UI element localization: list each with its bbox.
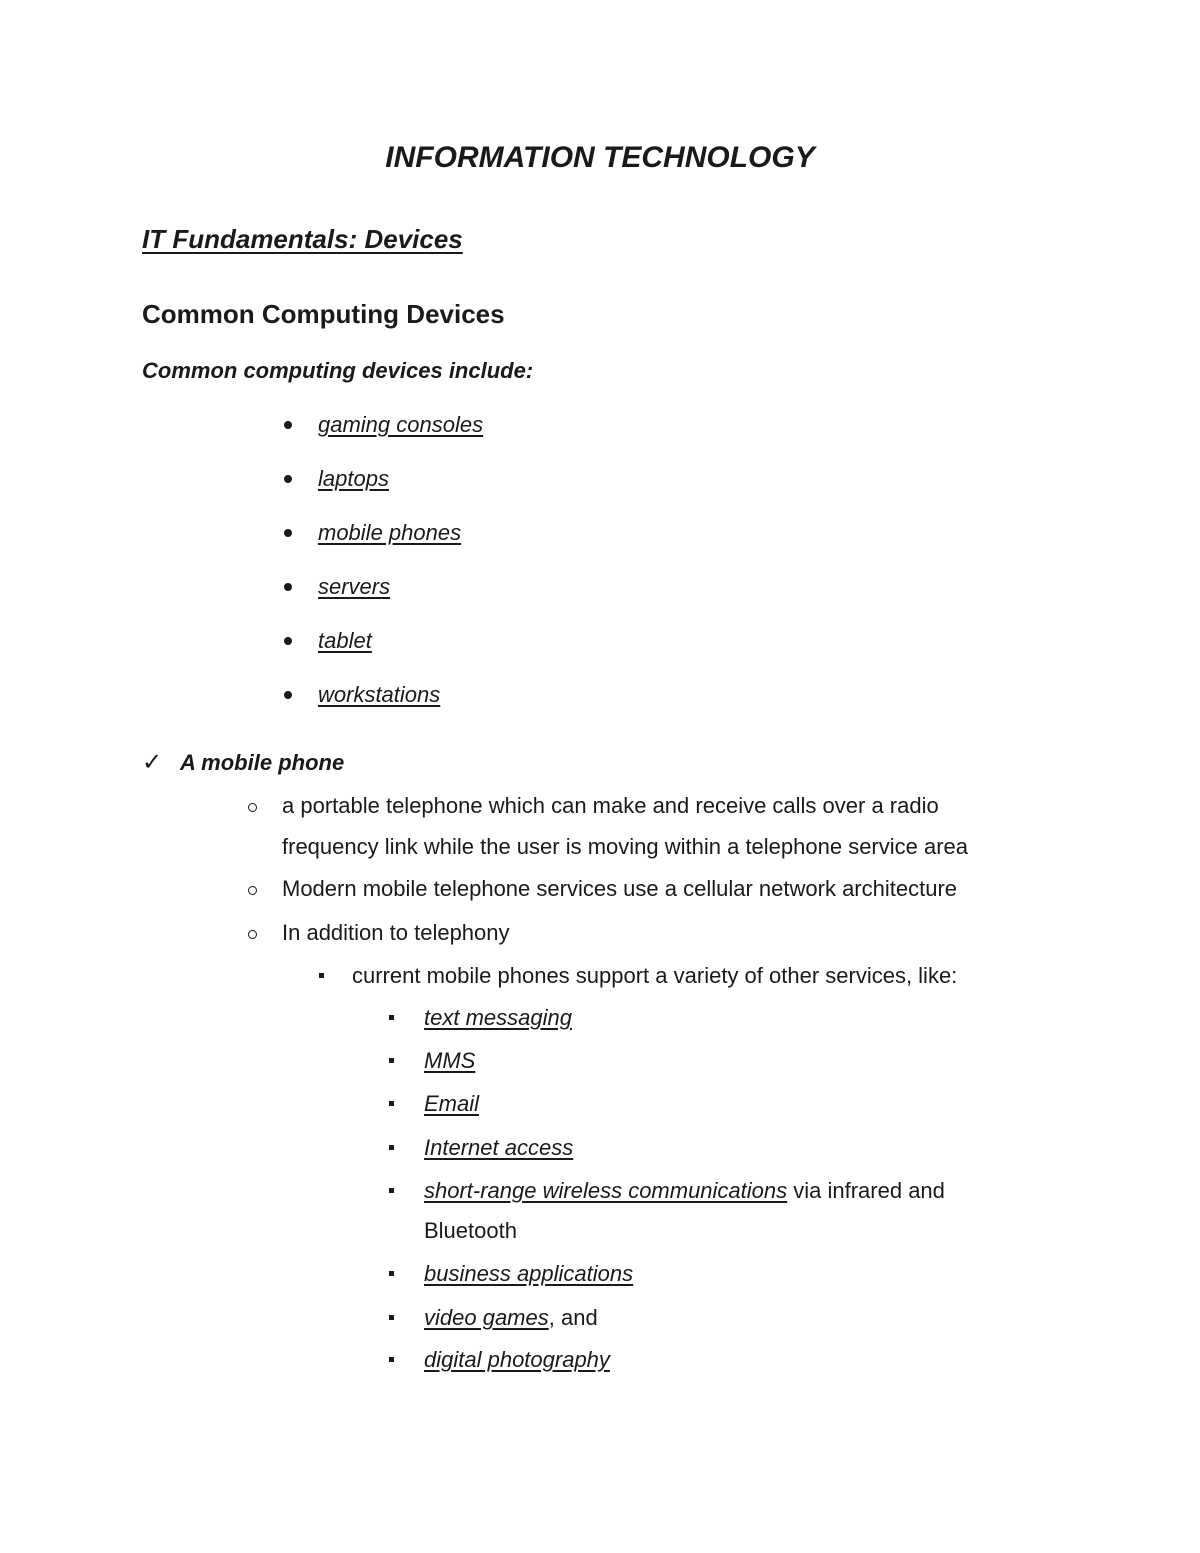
short-range-suffix: via infrared and (787, 1178, 945, 1203)
list-item-workstations: workstations (318, 682, 441, 707)
service-mms: MMS (424, 1048, 476, 1073)
service-short-range-line-2: Bluetooth (424, 1218, 517, 1243)
circle-bullet-icon (248, 930, 257, 939)
bullet-icon (284, 691, 292, 699)
intro-text: Common computing devices include: (142, 358, 534, 383)
circle-bullet-icon (248, 886, 257, 895)
service-business-applications: business applications (424, 1261, 634, 1286)
service-short-range-line (424, 1176, 945, 1206)
bullet-icon (284, 529, 292, 537)
square-bullet-icon (389, 1058, 394, 1063)
section-heading: IT Fundamentals: Devices (142, 224, 463, 254)
subsection-heading: Common Computing Devices (142, 299, 505, 329)
bullet-icon (284, 637, 292, 645)
checkmark-icon: ✓ (142, 749, 163, 776)
list-item-gaming-consoles: gaming consoles (318, 412, 484, 437)
service-video-games: video games (424, 1305, 549, 1330)
service-internet-access: Internet access (424, 1135, 574, 1160)
square-bullet-icon (319, 973, 324, 978)
service-digital-photography: digital photography (424, 1347, 610, 1372)
bullet-icon (284, 475, 292, 483)
square-bullet-icon (389, 1188, 394, 1193)
definition-line-1: a portable telephone which can make and receive calls over a radio (282, 793, 939, 818)
bullet-icon (284, 421, 292, 429)
square-bullet-icon (389, 1271, 394, 1276)
square-bullet-icon (389, 1015, 394, 1020)
circle-bullet-icon (248, 803, 257, 812)
list-item-mobile-phones: mobile phones (318, 520, 462, 545)
mobile-phone-title: A mobile phone (180, 750, 345, 775)
support-text: current mobile phones support a variety of other services, like: (352, 963, 958, 988)
service-text-messaging: text messaging (424, 1005, 572, 1030)
definition-line-2: frequency link while the user is moving within a telephone service area (282, 834, 969, 859)
network-text: Modern mobile telephone services use a cellular network architecture (282, 876, 958, 901)
service-video-games-line (424, 1303, 598, 1333)
list-item-servers: servers (318, 574, 391, 599)
square-bullet-icon (389, 1357, 394, 1362)
list-item-laptops: laptops (318, 466, 389, 491)
bullet-icon (284, 583, 292, 591)
video-games-suffix: , and (548, 1305, 598, 1330)
square-bullet-icon (389, 1145, 394, 1150)
square-bullet-icon (389, 1101, 394, 1106)
square-bullet-icon (389, 1315, 394, 1320)
service-email: Email (424, 1091, 480, 1116)
document-title: INFORMATION TECHNOLOGY (385, 141, 815, 174)
service-short-range: short-range wireless communications (424, 1178, 788, 1203)
list-item-tablet: tablet (318, 628, 372, 653)
addition-text: In addition to telephony (282, 920, 510, 945)
